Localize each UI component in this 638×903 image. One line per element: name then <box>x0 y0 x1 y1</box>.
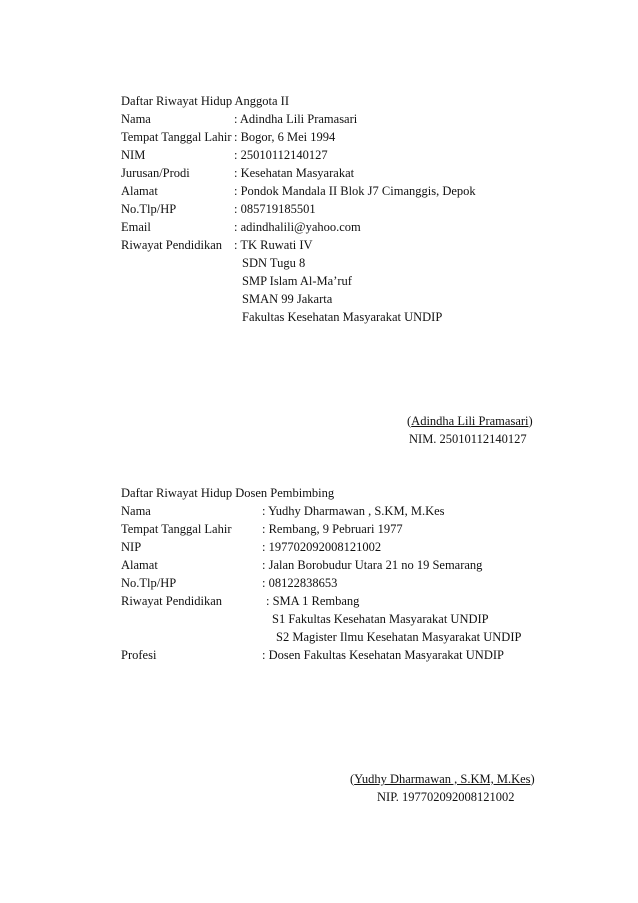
member-row-email <box>121 218 591 236</box>
row-label: NIP <box>121 540 142 554</box>
row-value: : adindhalili@yahoo.com <box>234 220 361 234</box>
row-value: SDN Tugu 8 <box>242 256 306 270</box>
row-value: : Dosen Fakultas Kesehatan Masyarakat UNDIP <box>262 648 504 662</box>
row-label: No.Tlp/HP <box>121 576 177 590</box>
member-row-nim <box>121 146 591 164</box>
row-value: SMAN 99 Jakarta <box>242 292 333 306</box>
row-label: Jurusan/Prodi <box>121 166 190 180</box>
member-row-pendidikan <box>121 236 591 254</box>
row-value: : Pondok Mandala II Blok J7 Cimanggis, Depok <box>234 184 476 198</box>
row-label: Profesi <box>121 648 157 662</box>
row-label: Riwayat Pendidikan <box>121 238 223 252</box>
row-value: : SMA 1 Rembang <box>266 594 360 608</box>
paren-open: ( <box>407 414 412 428</box>
row-value: : Adindha Lili Pramasari <box>234 112 358 126</box>
member-row-pendidikan-sd <box>121 254 591 272</box>
row-label: Email <box>121 220 151 234</box>
row-label: Nama <box>121 504 151 518</box>
advisor-signature-id: NIP. 197702092008121002 <box>377 790 515 804</box>
member-row-pendidikan-pt <box>121 308 591 326</box>
row-label: Tempat Tanggal Lahir <box>121 522 232 536</box>
advisor-row-ttl <box>121 520 591 538</box>
advisor-cv-title: Daftar Riwayat Hidup Dosen Pembimbing <box>121 486 335 500</box>
advisor-row-pendidikan-s1 <box>121 610 591 628</box>
member-cv-section <box>121 92 591 326</box>
member-cv-title: Daftar Riwayat Hidup Anggota II <box>121 94 290 108</box>
member-row-alamat <box>121 182 591 200</box>
row-value: Fakultas Kesehatan Masyarakat UNDIP <box>242 310 443 324</box>
member-row-nama <box>121 110 591 128</box>
advisor-row-nama <box>121 502 591 520</box>
advisor-row-pendidikan-s2 <box>121 628 591 646</box>
advisor-row-profesi <box>121 646 591 664</box>
advisor-row-alamat <box>121 556 591 574</box>
row-value: S2 Magister Ilmu Kesehatan Masyarakat UNDIP <box>276 630 522 644</box>
advisor-signature-name <box>350 770 535 788</box>
row-label: Riwayat Pendidikan <box>121 594 223 608</box>
row-value: : 08122838653 <box>262 576 338 590</box>
row-label: Tempat Tanggal Lahir <box>121 130 232 144</box>
paren-open: ( <box>350 772 355 786</box>
row-value: : Bogor, 6 Mei 1994 <box>234 130 336 144</box>
paren-close: ) <box>530 772 535 786</box>
row-value: : TK Ruwati IV <box>234 238 313 252</box>
row-label: Alamat <box>121 558 158 572</box>
advisor-row-pendidikan <box>121 592 591 610</box>
member-signature-name <box>407 412 533 430</box>
member-row-telp <box>121 200 591 218</box>
member-row-ttl <box>121 128 591 146</box>
row-value: : Rembang, 9 Pebruari 1977 <box>262 522 403 536</box>
row-label: Nama <box>121 112 151 126</box>
paren-close: ) <box>528 414 533 428</box>
row-value: : 25010112140127 <box>234 148 328 162</box>
member-signature-id: NIM. 25010112140127 <box>409 432 527 446</box>
advisor-cv-section <box>121 484 591 664</box>
row-value: : Kesehatan Masyarakat <box>234 166 355 180</box>
row-value: : Jalan Borobudur Utara 21 no 19 Semarang <box>262 558 483 572</box>
member-row-pendidikan-sma <box>121 290 591 308</box>
advisor-row-telp <box>121 574 591 592</box>
row-label: No.Tlp/HP <box>121 202 177 216</box>
row-value: : 085719185501 <box>234 202 316 216</box>
row-label: NIM <box>121 148 146 162</box>
signature-name: Yudhy Dharmawan , S.KM, M.Kes <box>354 772 531 786</box>
row-value: S1 Fakultas Kesehatan Masyarakat UNDIP <box>272 612 489 626</box>
member-row-jurusan <box>121 164 591 182</box>
advisor-row-nip <box>121 538 591 556</box>
row-value: : Yudhy Dharmawan , S.KM, M.Kes <box>262 504 445 518</box>
row-label: Alamat <box>121 184 158 198</box>
row-value: : 197702092008121002 <box>262 540 382 554</box>
member-row-pendidikan-smp <box>121 272 591 290</box>
signature-name: Adindha Lili Pramasari <box>411 414 529 428</box>
row-value: SMP Islam Al-Ma’ruf <box>242 274 352 288</box>
